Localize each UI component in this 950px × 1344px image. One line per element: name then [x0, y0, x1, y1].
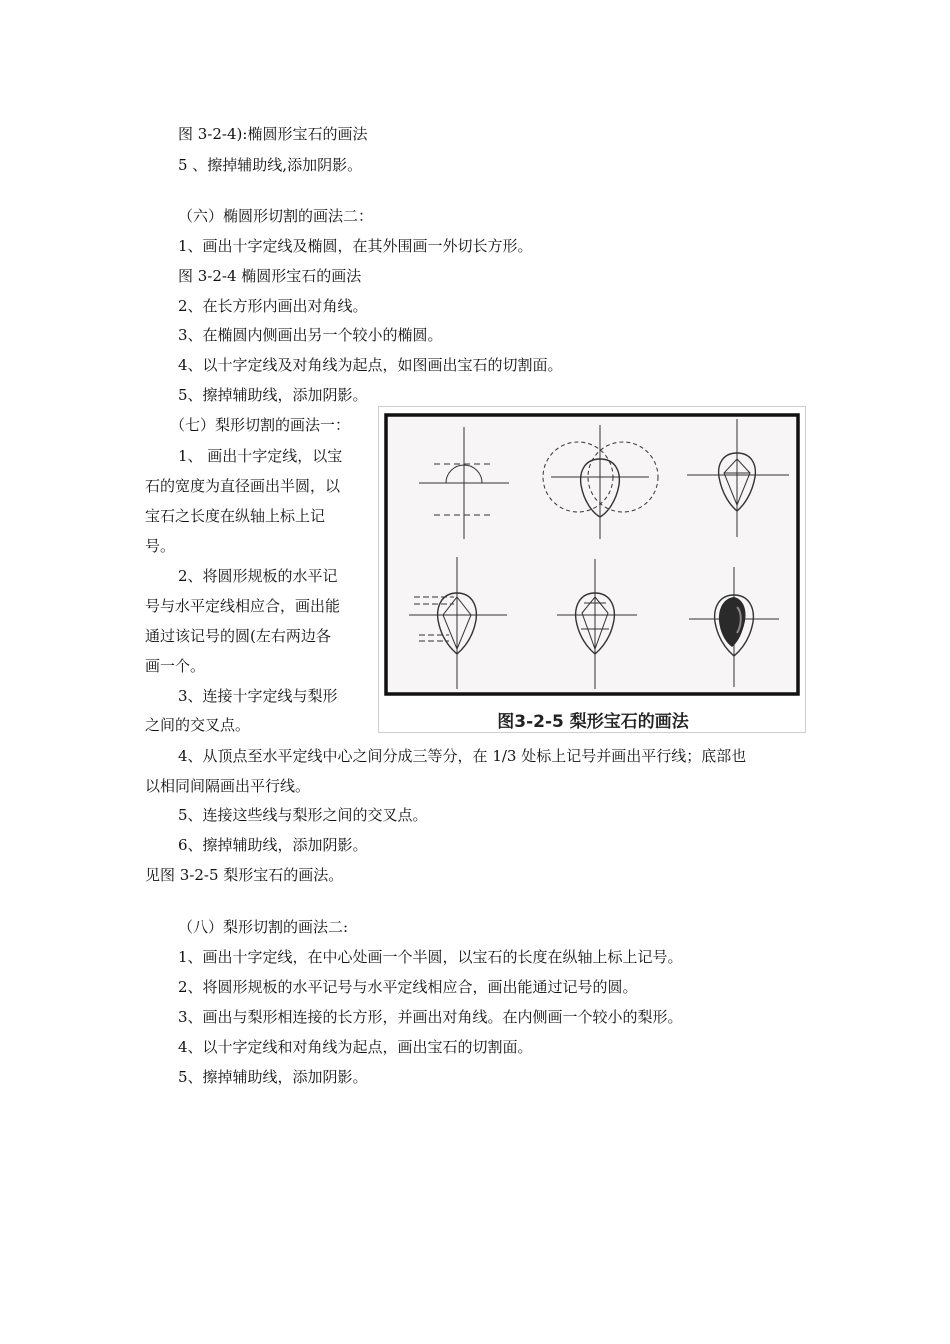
- step-text: 宝石之长度在纵轴上标上记: [145, 507, 326, 525]
- figure-reference-text: 图 3-2-4):椭圆形宝石的画法: [178, 125, 368, 143]
- step-text: 石的宽度为直径画出半圆，以: [145, 477, 341, 495]
- step-text: 以相同间隔画出平行线。: [145, 777, 311, 795]
- step-text: 5、擦掉辅助线，添加阴影。: [178, 1068, 368, 1086]
- step-text: 4、从顶点至水平定线中心之间分成三等分，在 1/3 处标上记号并画出平行线；底部也: [178, 747, 747, 765]
- section-heading: （六）椭圆形切割的画法二：: [178, 207, 374, 225]
- step-text: 6、擦掉辅助线，添加阴影。: [178, 836, 368, 854]
- step-text: 2、将圆形规板的水平记号与水平定线相应合，画出能通过记号的圆。: [178, 978, 638, 996]
- step-text: 3、画出与梨形相连接的长方形，并画出对角线。在内侧画一个较小的梨形。: [178, 1008, 683, 1026]
- pear-gem-illustration: [379, 407, 807, 734]
- step-text: 号。: [145, 537, 176, 555]
- step-text: 3、连接十字定线与梨形: [178, 687, 338, 705]
- step-text: 通过该记号的圆(左右两边各: [145, 627, 331, 645]
- step-text: 1、 画出十字定线，以宝: [178, 447, 343, 465]
- step-text: 2、将圆形规板的水平记: [178, 567, 338, 585]
- step-text: 画一个。: [145, 657, 206, 675]
- step-text: 5 、擦掉辅助线,添加阴影。: [178, 156, 363, 174]
- step-text: 3、在椭圆内侧画出另一个较小的椭圆。: [178, 326, 443, 344]
- step-text: 4、以十字定线和对角线为起点，画出宝石的切割面。: [178, 1038, 533, 1056]
- step-text: 之间的交叉点。: [145, 716, 251, 734]
- figure-reference-text: 见图 3-2-5 梨形宝石的画法。: [145, 866, 344, 884]
- step-text: 1、画出十字定线，在中心处画一个半圆，以宝石的长度在纵轴上标上记号。: [178, 948, 683, 966]
- step-text: 2、在长方形内画出对角线。: [178, 297, 368, 315]
- step-text: 1、画出十字定线及椭圆，在其外围画一外切长方形。: [178, 237, 533, 255]
- step-text: 5、擦掉辅助线，添加阴影。: [178, 386, 368, 404]
- step-text: 5、连接这些线与梨形之间的交叉点。: [178, 806, 428, 824]
- section-heading: （七）梨形切割的画法一：: [170, 416, 351, 434]
- figure-caption: 图3-2-5 梨形宝石的画法: [497, 712, 689, 732]
- pear-gem-drawing-figure: [378, 406, 806, 733]
- section-heading: （八）梨形切割的画法二:: [178, 918, 349, 936]
- step-text: 号与水平定线相应合，画出能: [145, 597, 341, 615]
- figure-reference-text: 图 3-2-4 椭圆形宝石的画法: [178, 267, 362, 285]
- step-text: 4、以十字定线及对角线为起点，如图画出宝石的切割面。: [178, 356, 563, 374]
